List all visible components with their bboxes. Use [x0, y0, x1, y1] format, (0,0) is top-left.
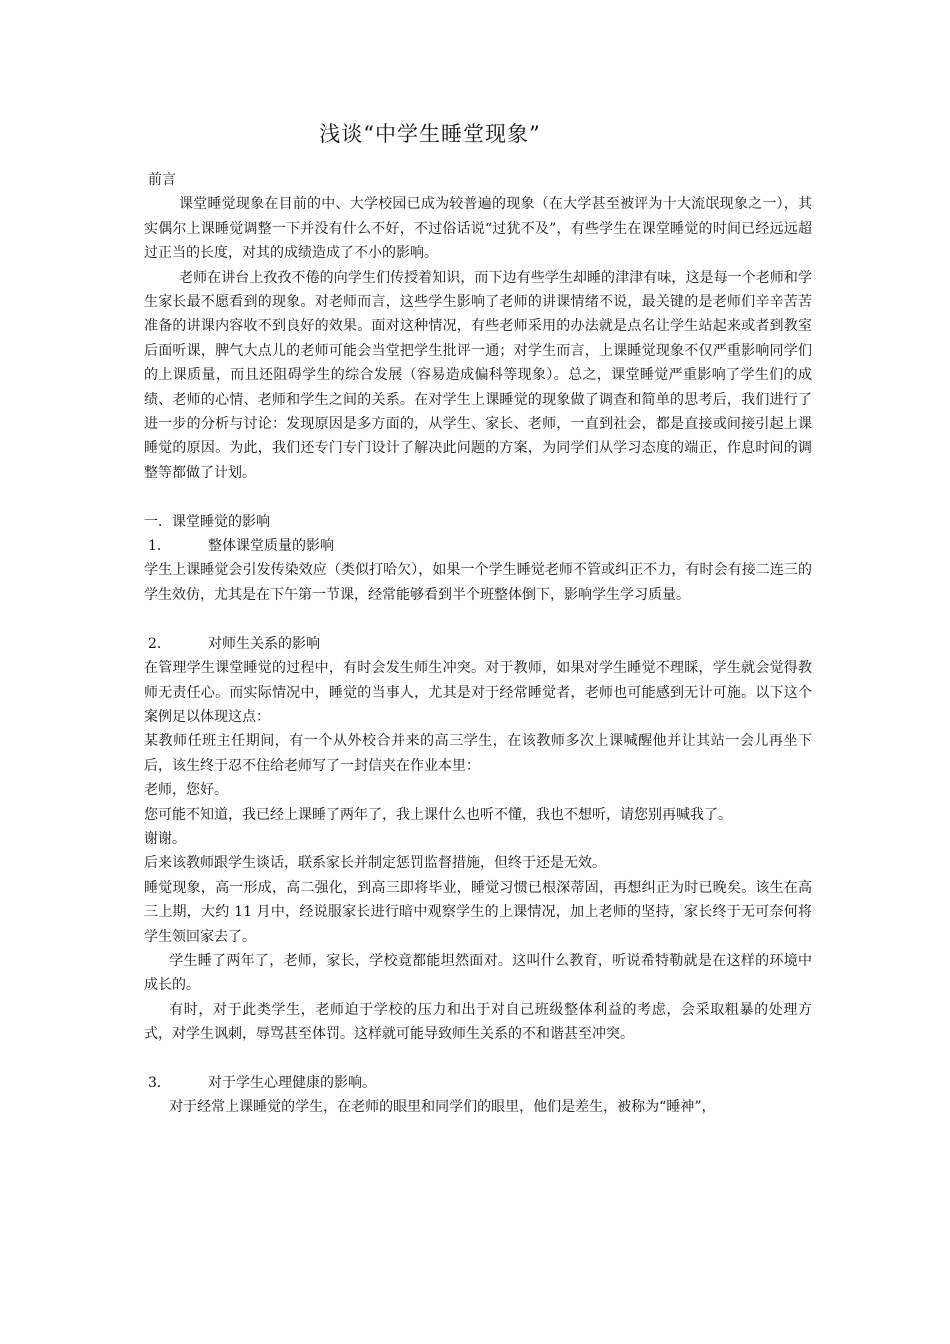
subsection-title: 整体课堂质量的影响 [208, 538, 334, 555]
preface-paragraph: 课堂睡觉现象在目前的中、大学校园已成为较普遍的现象（在大学甚至被评为十大流氓现象之一），其实偶尔上课睡觉调整一下并没有什么不好，不过俗话说“过犹不及”，有些学生在课堂睡觉的时间已经远远超过正当的长度，对其的成绩造成了不小的影响。 [144, 196, 812, 262]
document-body [144, 168, 812, 1120]
body-paragraph: 睡觉现象，高一形成，高二强化，到高三即将毕业，睡觉习惯已根深蒂固，再想纠正为时已晚矣。该生在高三上期，大约 11 月中，经说服家长进行暗中观察学生的上课情况，加上老师的坚持，家长终于无可奈何将学生领回家去了。 [144, 879, 812, 945]
document-title: 浅谈“中学生睡堂现象” [319, 122, 541, 146]
body-paragraph: 有时，对于此类学生，老师迫于学校的压力和出于对自己班级整体利益的考虑，会采取粗暴的处理方式，对学生讽刺，辱骂甚至体罚。这样就可能导致师生关系的不和谐甚至冲突。 [144, 1001, 812, 1043]
subsection-number: 1． [148, 538, 171, 555]
letter-greeting: 老师，您好。 [144, 782, 228, 799]
preface-heading: 前言 [148, 172, 176, 188]
section-heading: 一．课堂睡觉的影响 [144, 513, 270, 530]
body-paragraph: 学生睡了两年了，老师，家长，学校竟都能坦然面对。这叫什么教育，听说希特勒就是在这样的环境中成长的。 [144, 952, 812, 994]
body-paragraph: 在管理学生课堂睡觉的过程中，有时会发生师生冲突。对于教师，如果对学生睡觉不理睬，学生就会觉得教师无责任心。而实际情况中，睡觉的当事人，尤其是对于经常睡觉者，老师也可能感到无计可施。以下这个案例足以体现这点： [144, 660, 812, 725]
spacer [144, 1047, 812, 1071]
body-paragraph: 对于经常上课睡觉的学生，在老师的眼里和同学们的眼里，他们是差生，被称为“睡神”， [169, 1099, 716, 1116]
letter-body: 您可能不知道，我已经上课睡了两年了，我上课什么也听不懂，我也不想听，请您别再喊我了。 [144, 806, 732, 823]
subsection-title: 对师生关系的影响 [208, 635, 320, 652]
letter-closing: 谢谢。 [144, 830, 186, 847]
spacer [144, 485, 812, 509]
body-paragraph: 学生上课睡觉会引发传染效应（类似打哈欠），如果一个学生睡觉老师不管或纠正不力，有时会有接二连三的学生效仿，尤其是在下午第一节课，经常能够看到半个班整体倒下，影响学生学习质量。 [144, 562, 812, 603]
subsection-heading [144, 534, 812, 558]
subsection-number: 3． [148, 1074, 171, 1091]
spacer [144, 607, 812, 631]
subsection-number: 2． [148, 635, 171, 652]
body-paragraph: 后来该教师跟学生谈话，联系家长并制定惩罚监督措施，但终于还是无效。 [144, 855, 606, 872]
preface-paragraph: 老师在讲台上孜孜不倦的向学生们传授着知识，而下边有些学生却睡的津津有味，这是每一个老师和学生家长最不愿看到的现象。对老师而言，这些学生影响了老师的讲课情绪不说，最关键的是老师们辛辛苦苦准备的讲课内容收不到良好的效果。面对这种情况，有些老师采用的办法就是点名让学生站起来或者到教室后面听课，脾气大点儿的老师可能会当堂把学生批评一通；对学生而言，上课睡觉现象不仅严重影响同学们的上课质量，而且还阻碍学生的综合发展（容易造成偏科等现象）。总之，课堂睡觉严重影响了学生们的成绩、老师的心情、老师和学生之间的关系。在对学生上课睡觉的现象做了调查和简单的思考后，我们进行了进一步的分析与讨论：发现原因是多方面的，从学生、家长、老师，一直到社会，都是直接或间接引起上课睡觉的原因。为此，我们还专门专门设计了解决此问题的方案，为同学们从学习态度的端正，作息时间的调整等都做了计划。 [144, 269, 812, 481]
subsection-heading [144, 1071, 812, 1095]
body-paragraph: 某教师任班主任期间，有一个从外校合并来的高三学生，在该教师多次上课喊醒他并让其站一会儿再坐下后，该生终于忍不住给老师写了一封信夹在作业本里： [144, 733, 812, 774]
subsection-title: 对于学生心理健康的影响。 [208, 1074, 376, 1091]
subsection-heading [144, 632, 812, 656]
